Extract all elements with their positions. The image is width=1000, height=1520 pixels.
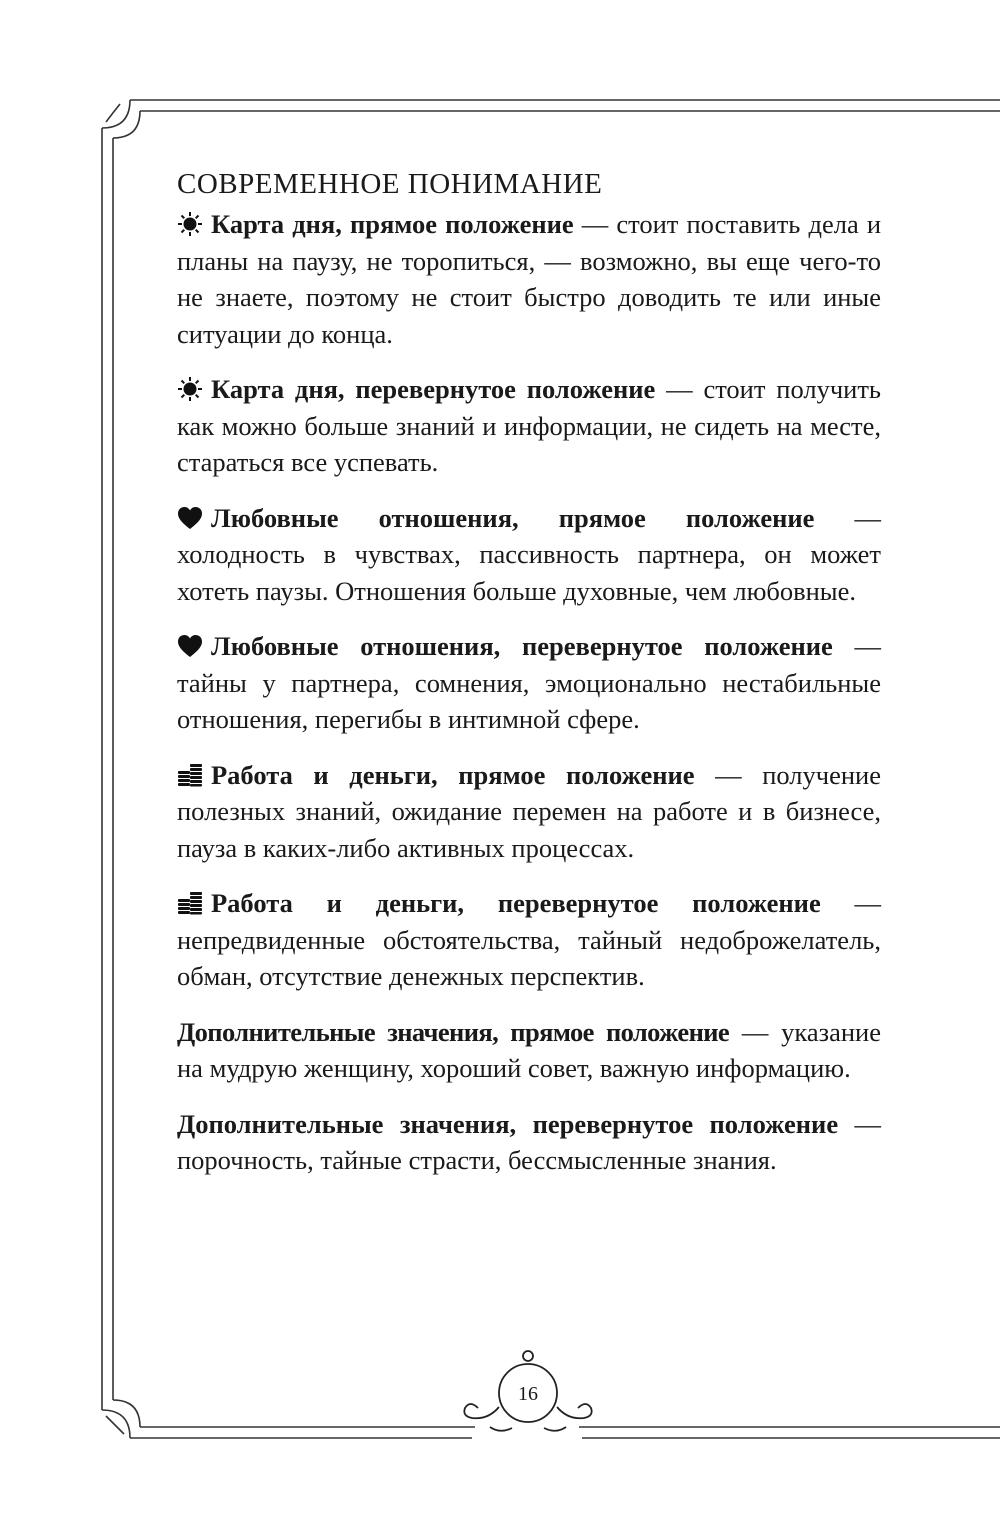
entry-work-upright (177, 757, 881, 867)
entry-work-reversed (177, 885, 881, 995)
coins-icon (177, 891, 203, 915)
entry-love-reversed (177, 628, 881, 738)
coins-icon (177, 763, 203, 787)
entry-day-upright (177, 206, 881, 352)
entry-text: — получение полезных знаний, ожидание перемен на работе и в бизнесе, пауза в каких-либо активных процессах. (177, 759, 881, 863)
entry-text: — непредвиденные обстоятельства, тайный недоброжелатель, обман, отсутствие денежных перспектив. (177, 888, 882, 991)
section-heading: СОВРЕМЕННОЕ ПОНИМАНИЕ (177, 168, 603, 200)
page-content (177, 166, 881, 1198)
entry-text: — указание на мудрую женщину, хороший совет, важную информацию. (177, 1016, 881, 1083)
entry-term: Любовные отношения, перевернутое положение (211, 631, 833, 661)
entry-extra-reversed (177, 1106, 881, 1179)
entry-term: Работа и деньги, перевернутое положение (211, 888, 821, 918)
entry-text: — холодность в чувствах, пассивность партнера, он может хотеть паузы. Отношения больше духовные, чем любовные. (177, 502, 881, 606)
sun-icon (177, 212, 203, 236)
sun-icon (177, 377, 203, 401)
heart-icon (177, 506, 203, 530)
entry-day-reversed (177, 371, 881, 481)
entry-term: Дополнительные значения, перевернутое положение (177, 1108, 839, 1139)
entry-term: Любовные отношения, прямое положение (211, 502, 815, 533)
page-number: 16 (518, 1383, 538, 1405)
entry-extra-upright (177, 1014, 881, 1087)
entry-text: — стоит получить как можно больше знаний и информации, не сидеть на месте, стараться все успевать. (177, 374, 881, 477)
entry-term: Дополнительные значения, прямое положение (177, 1016, 730, 1047)
entry-text: — стоит поставить дела и планы на паузу, не торопиться, — возможно, вы еще чего-то не знаете, поэтому не стоит быстро доводить те или иные ситуации до конца. (177, 209, 881, 349)
entry-text: — тайны у партнера, сомнения, эмоционально нестабильные отношения, перегибы в интимной сфере. (177, 631, 881, 734)
entry-term: Карта дня, перевернутое положение (211, 374, 656, 404)
entry-text: — порочность, тайные страсти, бессмысленные знания. (177, 1108, 882, 1175)
heart-icon (177, 634, 203, 658)
entry-term: Карта дня, прямое положение (211, 209, 574, 239)
entry-term: Работа и деньги, прямое положение (211, 759, 695, 790)
entry-love-upright (177, 500, 881, 610)
